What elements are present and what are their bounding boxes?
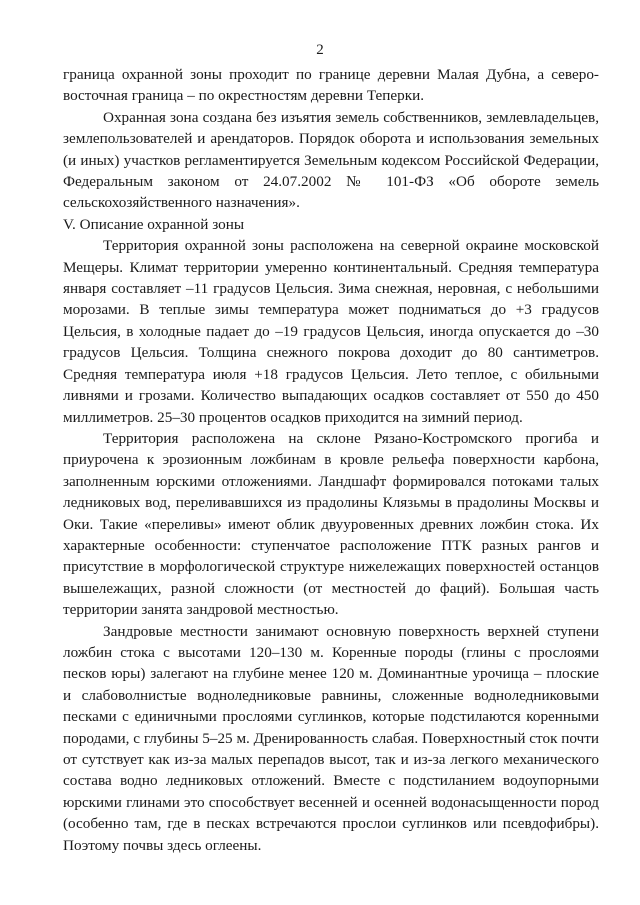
page-number: 2 xyxy=(316,42,324,58)
paragraph-ownership: Охранная зона создана без изъятия земель собственников, землевладельцев, землепользователей и арендаторов. Порядок оборота и использования земельных (и иных) участков регламентируется Земельным кодексом Российской Федерации, Федеральным законом от 24.07.2002 № 101-ФЗ «Об обороте земель сельскохозяйственного назначения». xyxy=(63,108,599,212)
paragraph-boundary: граница охранной зоны проходит по границе деревни Малая Дубна, а северо-восточная граница – по окрестностям деревни Теперки. xyxy=(63,66,599,105)
paragraph-climate: Территория охранной зоны расположена на северной окраине московской Мещеры. Климат территории умеренно континентальный. Средняя температура января составляет –11 градусов Цельсия. Зима снежная, неровная, с небольшими морозами. В теплые зимы температура может подниматься до +3 градусов Цельсия, в холодные падает до –19 градусов Цельсия, иногда опускается до –30 градусов Цельсия. Толщина снежного покрова доходит до 80 сантиметров. Средняя температура июля +18 градусов Цельсия. Лето теплое, с обильными ливнями и грозами. Количество выпадающих осадков составляет от 550 до 450 миллиметров. 25–30 процентов осадков приходится на зимний период. xyxy=(63,237,599,426)
paragraph-landscape: Территория расположена на склоне Рязано-Костромского прогиба и приурочена к эрозионным ложбинам в кровле рельефа поверхности карбона, заполненным юрскими отложениями. Ландшафт формировался потоками талых ледниковых вод, переливавшихся из прадолины Клязьмы в прадолины Москвы и Оки. Такие «переливы» имеют облик двууровенных древних ложбин стока. Их характерные особенности: ступенчатое расположение ПТК разных рангов и присутствие в морфологической структуре нижележащих поверхностей останцов вышележащих, разной сложности (от местностей до фаций). Большая часть территории занята зандровой местностью. xyxy=(63,429,599,619)
paragraph-zandr: Зандровые местности занимают основную поверхность верхней ступени ложбин стока с высотами 120–130 м. Коренные породы (глины с прослоями песков юры) залегают на глубине менее 120 м. Доминантные урочища – плоские и слабоволнистые водноледниковые равнины, сложенные водноледниковыми песками с единичными прослоями суглинков, которые подстилаются коренными породами, с глубины 5–25 м. Дренированность слабая. Поверхностный сток почти от сутствует как из-за малых перепадов высот, так и из-за легкого механического состава водно ледниковых отложений. Вместе с подстиланием водоупорными юрскими глинами это способствует весенней и осенней водонасыщенности пород (особенно там, где в песках встречаются прослои суглинков или псевдофибры). Поэтому почвы здесь оглеены. xyxy=(63,622,599,854)
section-heading: V. Описание охранной зоны xyxy=(63,215,245,233)
document-body xyxy=(63,64,599,856)
